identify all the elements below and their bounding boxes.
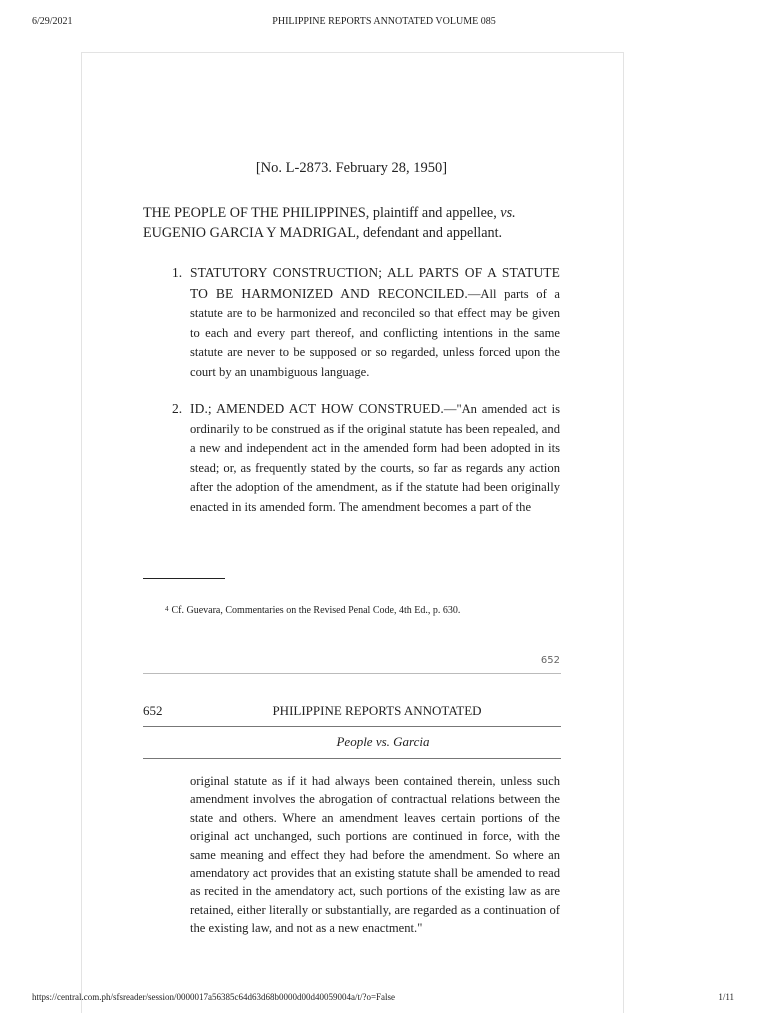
footnote-text: Cf. Guevara, Commentaries on the Revised Penal Code, 4th Ed., p. 630.: [171, 605, 461, 616]
syllabus-heading: ID.; AMENDED ACT HOW CONSTRUED.: [190, 401, 444, 416]
syllabus-number: 2.: [172, 401, 183, 416]
appellee-name: THE PEOPLE OF THE PHILIPPINES,: [143, 205, 370, 221]
syllabus-body: [190, 399, 560, 517]
header-divider: [143, 758, 561, 759]
syllabus-body: [190, 263, 560, 382]
syllabus-item: [172, 263, 560, 383]
syllabus-text: —"An amended act is ordinarily to be construed as if the original statute has been repealed, and a new and independent act in the amended form had been adopted in its stead; or, as frequently stated by the courts, so far as regards any action after the adoption of the amendment, as if the statute had been originally enacted in its amended form. The amendment becomes a part of the: [190, 402, 560, 514]
appellee-role: plaintiff and appellee,: [369, 205, 501, 221]
print-page-count: 1/11: [718, 992, 734, 1002]
header-divider: [143, 726, 561, 727]
print-url: https://central.com.ph/sfsreader/session/0000017a56385c64d63d68b0000d00d40059004a/t/?o=False: [32, 992, 396, 1002]
print-header: [0, 16, 768, 30]
page-break-divider: [143, 673, 561, 674]
parties-line-1: [143, 203, 561, 223]
page-number-top: 652: [143, 703, 163, 718]
case-parties: [143, 203, 561, 243]
case-short-title: People vs. Garcia: [336, 734, 430, 749]
print-date: 6/29/2021: [32, 16, 73, 27]
case-number-date: [No. L-2873. February 28, 1950]: [255, 160, 448, 176]
appellant-name: EUGENIO GARCIA Y MADRIGAL,: [143, 225, 360, 241]
footnote: [165, 605, 460, 616]
versus-label: vs.: [500, 205, 516, 221]
footnote-marker: 4: [165, 605, 169, 613]
syllabus-item: [172, 399, 560, 539]
parties-line-2: [143, 223, 561, 243]
appellant-role: defendant and appellant.: [359, 225, 503, 241]
page-number-bottom: 652: [540, 655, 560, 666]
continuation-text: original statute as if it had always been contained therein, unless such amendment involves the abrogation of contractual relations between the state and others. Where an amendment leaves certain portions of the original act unchanged, such portions are continued in force, with the same meaning and effect they had before the amendment. So where an amendatory act provides that an existing statute shall be amended to read as recited in the amendatory act, such portions of the existing law as are retained, either literally or substantially, are regarded as a continuation of the existing law, and not as a new enactment.": [190, 774, 560, 936]
footnote-divider: [143, 578, 225, 579]
print-title: PHILIPPINE REPORTS ANNOTATED VOLUME 085: [272, 16, 496, 27]
syllabus-text: —All parts of a statute are to be harmonized and reconciled so that effect may be given to each and every part thereof, and conflicting intentions in the same statute are never to be supposed or so regarded, unless forced upon the court by an unambiguous language.: [190, 286, 560, 379]
print-footer: [0, 992, 768, 1006]
running-head: [143, 703, 561, 721]
running-title: PHILIPPINE REPORTS ANNOTATED: [272, 703, 482, 718]
syllabus-heading: STATUTORY CONSTRUCTION; ALL PARTS OF A STATUTE TO BE HARMONIZED AND RECONCILED.: [190, 265, 560, 301]
syllabus-number: 1.: [172, 265, 183, 280]
